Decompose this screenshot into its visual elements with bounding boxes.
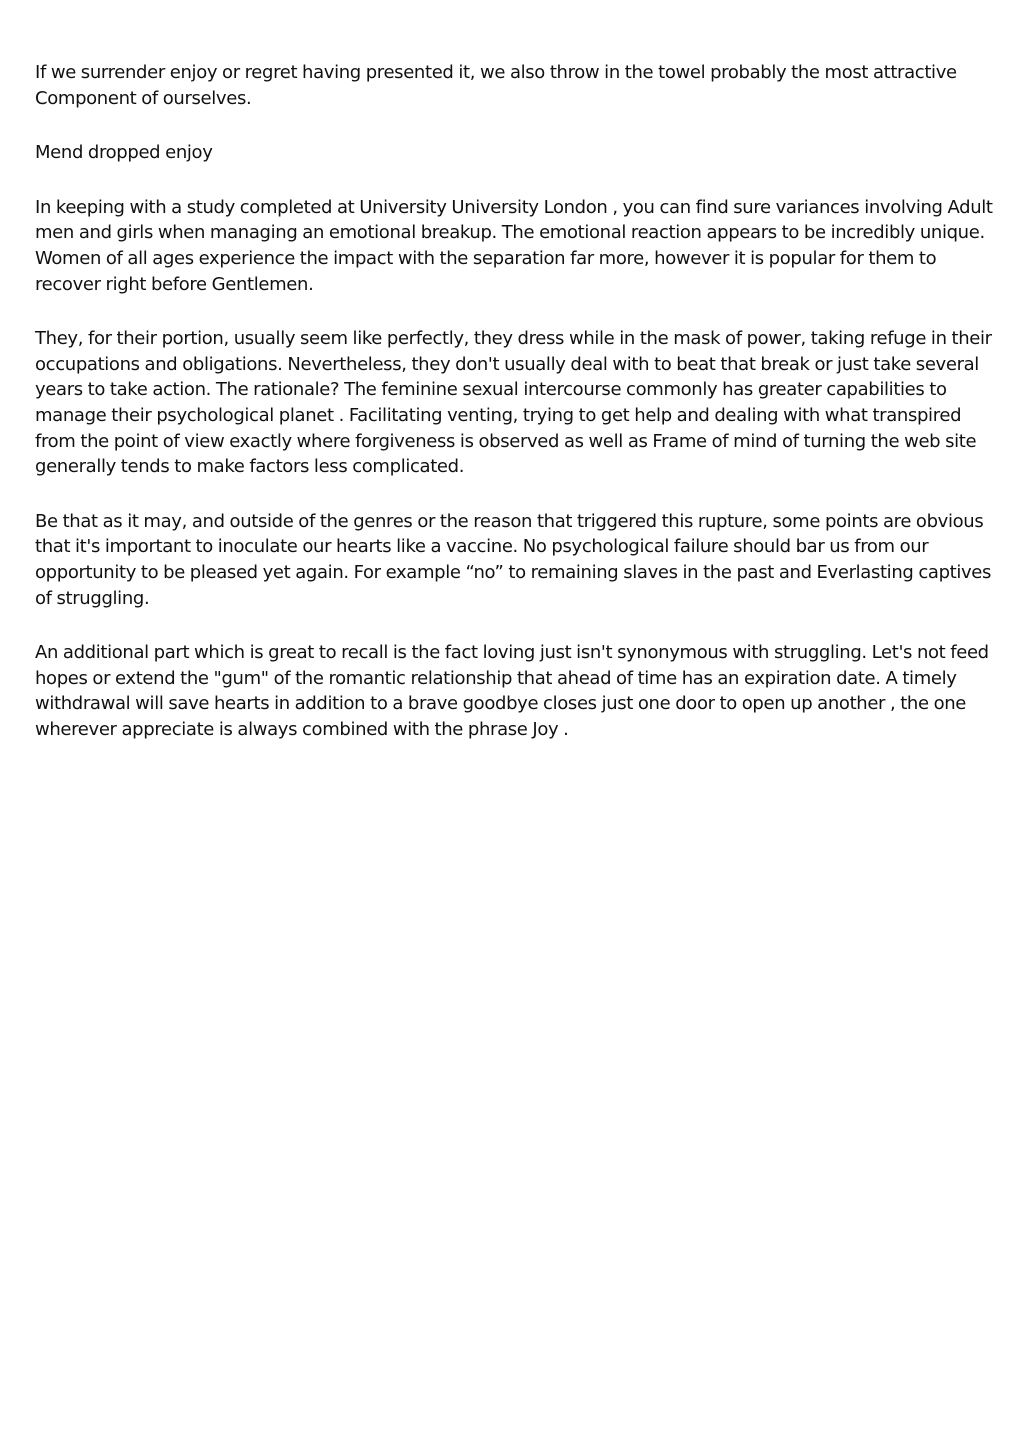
paragraph-vaccine: Be that as it may, and outside of the genres or the reason that triggered this rupture, some points are obvious that it's important to inoculate our hearts like a vaccine. No psychological failure should bar us from our opportunity to be pleased yet again. For example “no” to remaining slaves in the past and Everlasting captives of struggling. [35, 510, 992, 609]
paragraph-intro: If we surrender enjoy or regret having presented it, we also throw in the towel probably the most attractive Component of ourselves. [35, 62, 957, 109]
paragraph-closing: An additional part which is great to recall is the fact loving just isn't synonymous with struggling. Let's not feed hopes or extend the "gum" of the romantic relationship that ahead of time has an expiration date. A timely withdrawal will save hearts in addition to a brave goodbye closes just one door to open up another , the one wherever appreciate is always combined with the phrase Joy . [35, 642, 989, 740]
paragraph-men: They, for their portion, usually seem like perfectly, they dress while in the mask of power, taking refuge in their occupations and obligations. Nevertheless, they don't usually deal with to beat that break or just take several years to take action. The rationale? The feminine sexual intercourse commonly has greater capabilities to manage their psychological planet . Facilitating venting, trying to get help and dealing with what transpired from the point of view exactly where forgiveness is observed as well as Frame of mind of turning the web site generally tends to make factors less complicated. [35, 328, 992, 478]
paragraph-heading: Mend dropped enjoy [35, 142, 213, 164]
document-body [35, 60, 995, 771]
paragraph-study: In keeping with a study completed at University University London , you can find sure variances involving Adult men and girls when managing an emotional breakup. The emotional reaction appears to be incredibly unique. Women of all ages experience the impact with the separation far more, however it is popular for them to recover right before Gentlemen. [35, 196, 993, 295]
